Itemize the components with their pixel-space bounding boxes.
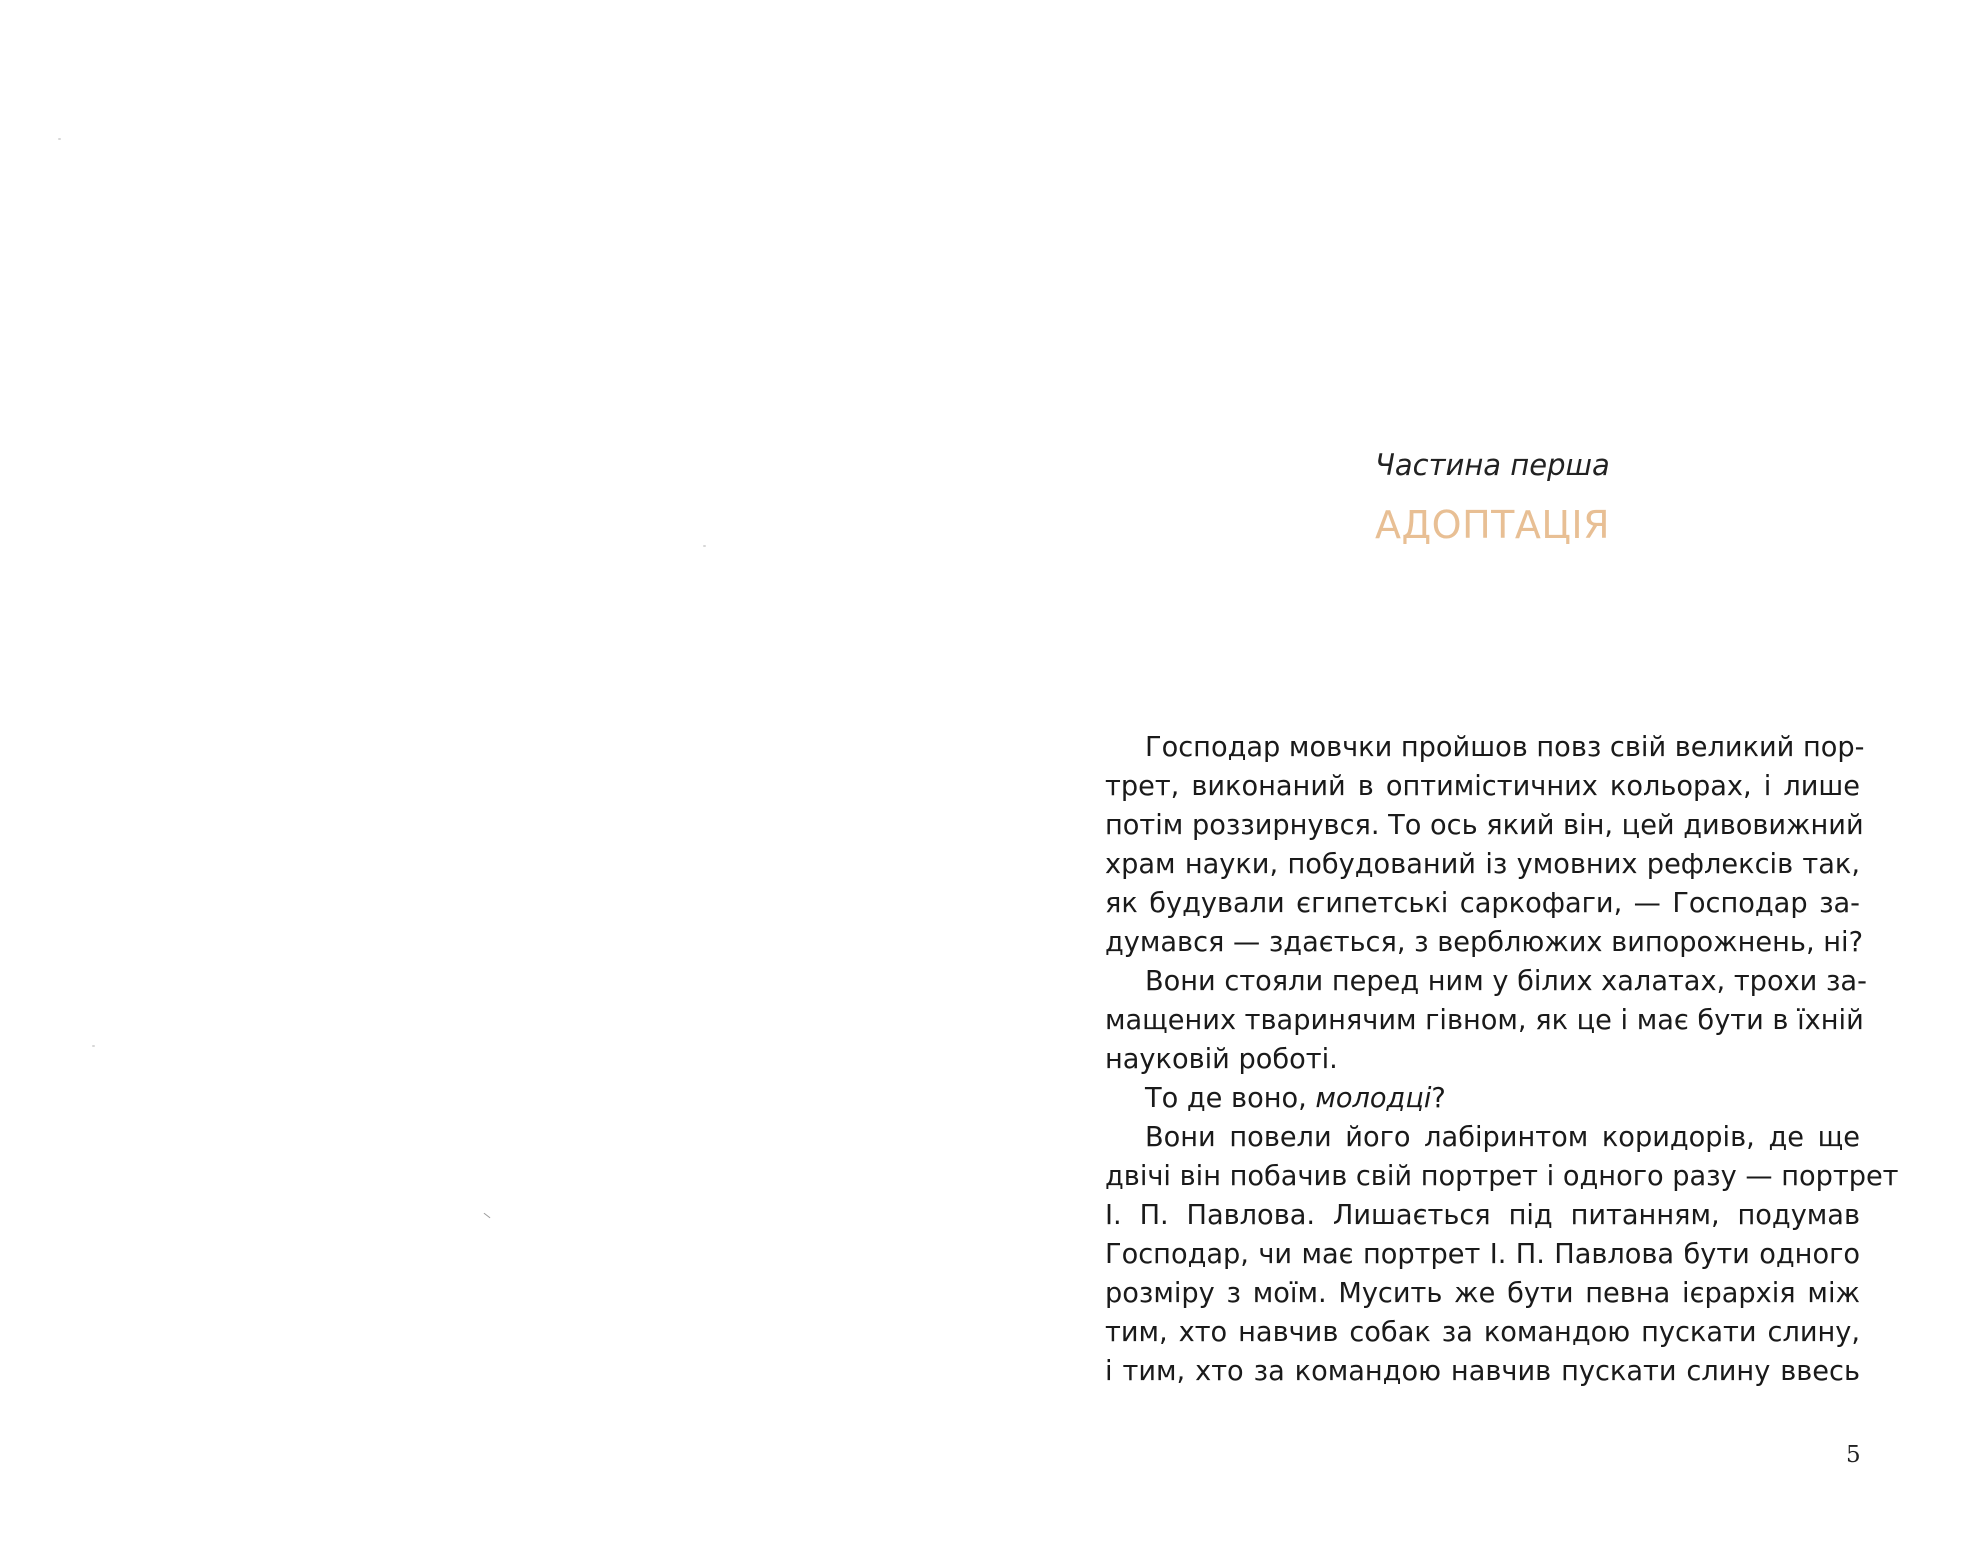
text-line: потім роззирнувся. То ось який він, цей дивовижний: [1105, 810, 1864, 841]
text-line: розміру з моїм. Мусить же бути певна ієрархія між: [1105, 1278, 1860, 1309]
text-line-end: ?: [1431, 1083, 1446, 1114]
right-page: [990, 0, 1980, 1554]
paper-speck: [92, 1045, 95, 1047]
text-line: тим, хто навчив собак за командою пускати слину,: [1105, 1317, 1860, 1348]
text-line-start: То де воно,: [1145, 1083, 1316, 1114]
paper-speck: [58, 138, 61, 140]
text-line: Господар мовчки пройшов повз свій великий пор-: [1145, 732, 1865, 763]
text-line-with-emphasis: [1105, 1079, 1860, 1118]
body-text: [1105, 728, 1899, 1391]
paper-mark: [484, 1213, 491, 1219]
text-line: храм науки, побудований із умовних рефлексів так,: [1105, 849, 1860, 880]
page-number: 5: [1846, 1442, 1861, 1468]
text-line: Господар, чи має портрет І. П. Павлова бути одного: [1105, 1239, 1860, 1270]
text-line: як будували єгипетські саркофаги, — Господар за-: [1105, 888, 1860, 919]
text-line: І. П. Павлова. Лишається під питанням, подумав: [1105, 1200, 1860, 1231]
text-line: і тим, хто за командою навчив пускати слину ввесь: [1105, 1356, 1860, 1387]
part-label: Частина перша: [1375, 448, 1610, 482]
text-line: науковій роботі.: [1105, 1044, 1338, 1075]
text-line: думався — здається, з верблюжих випорожнень, ні?: [1105, 927, 1863, 958]
text-line: трет, виконаний в оптимістичних кольорах, і лише: [1105, 771, 1860, 802]
part-title: АДОПТАЦІЯ: [1375, 503, 1610, 547]
text-line: Вони стояли перед ним у білих халатах, трохи за-: [1145, 966, 1867, 997]
text-line: мащених тваринячим гівном, як це і має бути в їхній: [1105, 1005, 1864, 1036]
emphasized-word: молодці: [1315, 1083, 1432, 1114]
paper-speck: [703, 545, 706, 547]
text-line: двічі він побачив свій портрет і одного разу — портрет: [1105, 1161, 1899, 1192]
text-line: Вони повели його лабіринтом коридорів, де ще: [1145, 1122, 1860, 1153]
